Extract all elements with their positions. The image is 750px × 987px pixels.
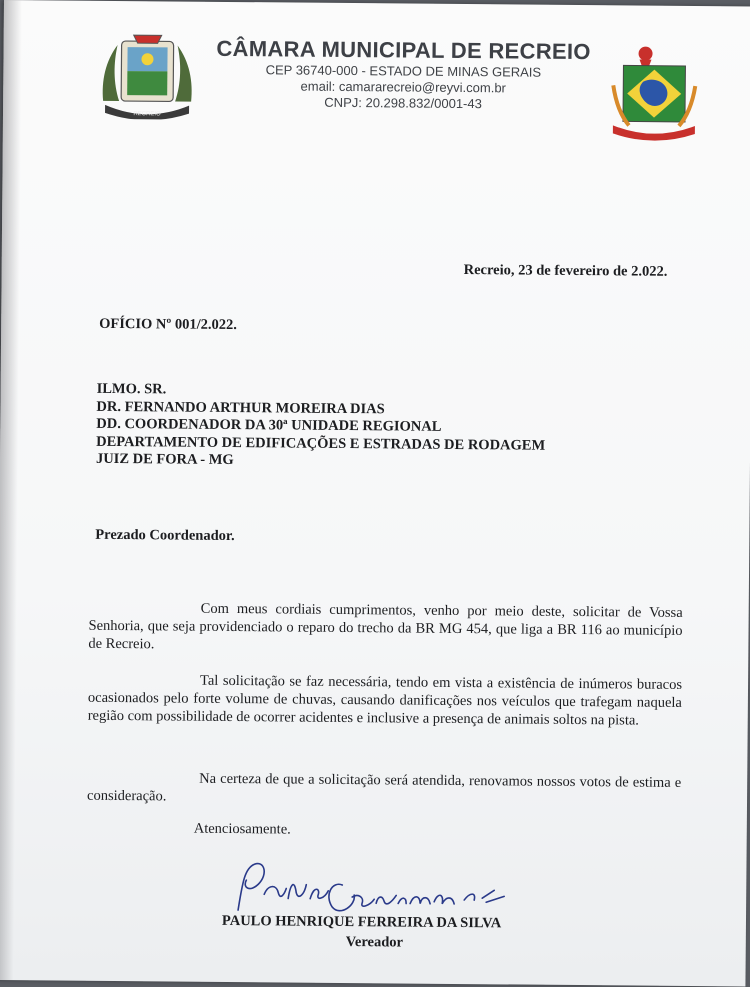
page-edge-shadow (0, 0, 22, 980)
emblem-ribbon-text: RECREIO (133, 111, 161, 118)
minas-gerais-brazil-emblem-icon (609, 41, 700, 146)
organization-name: CÂMARA MUNICIPAL DE RECREIO (216, 35, 591, 65)
organization-info (203, 36, 604, 113)
letter-date: Recreio, 23 de fevereiro de 2.022. (463, 262, 668, 280)
addressee-line: DEPARTAMENTO DE EDIFICAÇÕES E ESTRADAS DE RODAGEM (96, 433, 546, 454)
closing: Atenciosamente. (193, 820, 291, 838)
body-paragraph: Na certeza de que a solicitação será atendida, renovamos nossos votos de estima e consideração. (86, 770, 682, 805)
addressee-line: ILMO. SR. (96, 380, 167, 398)
org-cnpj: CNPJ: 20.298.832/0001-43 (324, 94, 482, 112)
signatory-title: Vereador (345, 934, 404, 951)
letterhead (3, 30, 750, 147)
oficio-number: OFÍCIO Nº 001/2.022. (99, 315, 237, 334)
addressee-line: DD. COORDENADOR DA 30ª UNIDADE REGIONAL (96, 415, 442, 435)
municipal-coat-of-arms-icon (95, 31, 200, 120)
addressee-line: JUIZ DE FORA - MG (95, 450, 234, 469)
org-cep-state: CEP 36740-000 - ESTADO DE MINAS GERAIS (265, 62, 542, 80)
body-paragraph: Tal solicitação se faz necessária, tendo em vista a existência de inúmeros buracos ocasionados pelo forte volume de chuvas, causando danificações nos veículos que trafegam naquela região com possibilidade de ocorrer acidentes e inclusive a presença de animais soltos na pista. (87, 672, 683, 729)
org-email: email: camararecreio@reyvi.com.br (300, 78, 506, 96)
addressee-block (96, 381, 546, 472)
greeting: Prezado Coordenador. (95, 526, 235, 545)
addressee-line: DR. FERNANDO ARTHUR MOREIRA DIAS (96, 398, 385, 417)
signatory-name: PAULO HENRIQUE FERREIRA DA SILVA (221, 912, 502, 932)
body-paragraph: Com meus cordiais cumprimentos, venho por meio deste, solicitar de Vossa Senhoria, que seja providenciado o reparo do trecho da BR MG 454, que liga a BR 116 ao município de Recreio. (88, 600, 683, 653)
